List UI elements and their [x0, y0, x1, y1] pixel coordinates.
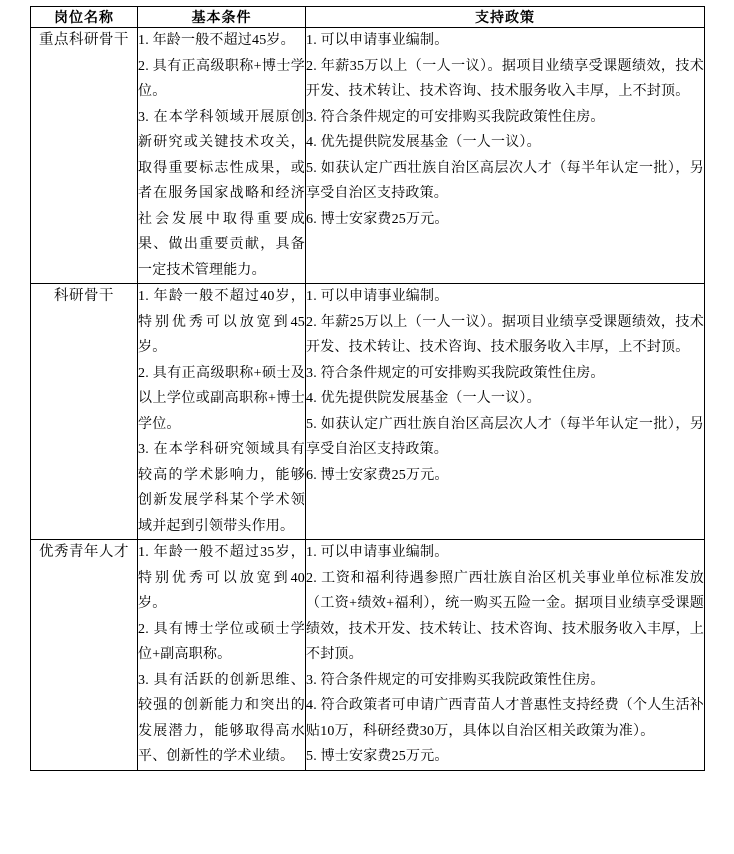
post-name-cell: 科研骨干 [31, 284, 138, 540]
table-row [31, 540, 705, 771]
column-header-post: 岗位名称 [31, 7, 138, 28]
table-header [31, 7, 705, 28]
condition-item: 3. 在本学科研究领域具有较高的学术影响力，能够创新发展学科某个学术领域并起到引领带头作用。 [138, 442, 305, 534]
condition-item: 2. 具有正高级职称+博士学位。 [138, 58, 305, 99]
policy-item: 2. 年薪25万以上（一人一议）。据项目业绩享受课题绩效，技术开发、技术转让、技术咨询、技术服务收入丰厚，上不封顶。 [306, 314, 704, 355]
support-policy-cell [306, 540, 705, 771]
policy-item: 1. 可以申请事业编制。 [306, 289, 449, 304]
policy-item: 5. 博士安家费25万元。 [306, 749, 449, 764]
support-policy-cell [306, 284, 705, 540]
policy-item: 1. 可以申请事业编制。 [306, 33, 449, 48]
policy-item: 5. 如获认定广西壮族自治区高层次人才（每半年认定一批），另享受自治区支持政策。 [306, 416, 704, 457]
policy-item: 2. 年薪35万以上（一人一议）。据项目业绩享受课题绩效，技术开发、技术转让、技术咨询、技术服务收入丰厚，上不封顶。 [306, 58, 704, 99]
condition-item: 1. 年龄一般不超过40岁，特别优秀可以放宽到45岁。 [138, 289, 305, 355]
policy-item: 5. 如获认定广西壮族自治区高层次人才（每半年认定一批），另享受自治区支持政策。 [306, 160, 704, 201]
table-header-row [31, 7, 705, 28]
condition-item: 2. 具有正高级职称+硕士及以上学位或副高职称+博士学位。 [138, 365, 305, 432]
condition-item: 3. 具有活跃的创新思维、较强的创新能力和突出的发展潜力，能够取得高水平、创新性的学术业绩。 [138, 672, 305, 764]
basic-conditions-cell [138, 540, 306, 771]
condition-item: 2. 具有博士学位或硕士学位+副高职称。 [138, 621, 305, 662]
policy-item: 3. 符合条件规定的可安排购买我院政策性住房。 [306, 109, 605, 125]
support-policy-cell [306, 28, 705, 284]
post-name-cell: 优秀青年人才 [31, 540, 138, 771]
policy-item: 4. 优先提供院发展基金（一人一议）。 [306, 135, 541, 150]
table-row [31, 28, 705, 284]
policy-item: 3. 符合条件规定的可安排购买我院政策性住房。 [306, 365, 605, 381]
basic-conditions-cell [138, 28, 306, 284]
basic-conditions-cell [138, 284, 306, 540]
policy-item: 2. 工资和福利待遇参照广西壮族自治区机关事业单位标准发放（工资+绩效+福利），统一购买五险一金。据项目业绩享受课题绩效，技术开发、技术转让、技术咨询、技术服务收入丰厚，上不封顶。 [306, 570, 704, 662]
policy-item: 4. 符合政策者可申请广西青苗人才普惠性支持经费（个人生活补贴10万，科研经费30万，具体以自治区相关政策为准）。 [306, 698, 704, 739]
policy-item: 6. 博士安家费25万元。 [306, 211, 449, 227]
condition-item: 1. 年龄一般不超过45岁。 [138, 33, 295, 48]
condition-item: 1. 年龄一般不超过35岁，特别优秀可以放宽到40岁。 [138, 545, 305, 611]
policy-item: 1. 可以申请事业编制。 [306, 545, 449, 560]
table-row [31, 284, 705, 540]
policy-item: 3. 符合条件规定的可安排购买我院政策性住房。 [306, 672, 605, 688]
recruitment-policy-table [30, 6, 705, 771]
policy-item: 4. 优先提供院发展基金（一人一议）。 [306, 391, 541, 406]
condition-item: 3. 在本学科领域开展原创新研究或关键技术攻关，取得重要标志性成果，或者在服务国家战略和经济社会发展中取得重要成果、做出重要贡献，具备一定技术管理能力。 [138, 109, 305, 278]
post-name-cell: 重点科研骨干 [31, 28, 138, 284]
column-header-basic-conditions: 基本条件 [138, 7, 306, 28]
column-header-support-policy: 支持政策 [306, 7, 705, 28]
policy-item: 6. 博士安家费25万元。 [306, 467, 449, 483]
table-body [31, 28, 705, 771]
